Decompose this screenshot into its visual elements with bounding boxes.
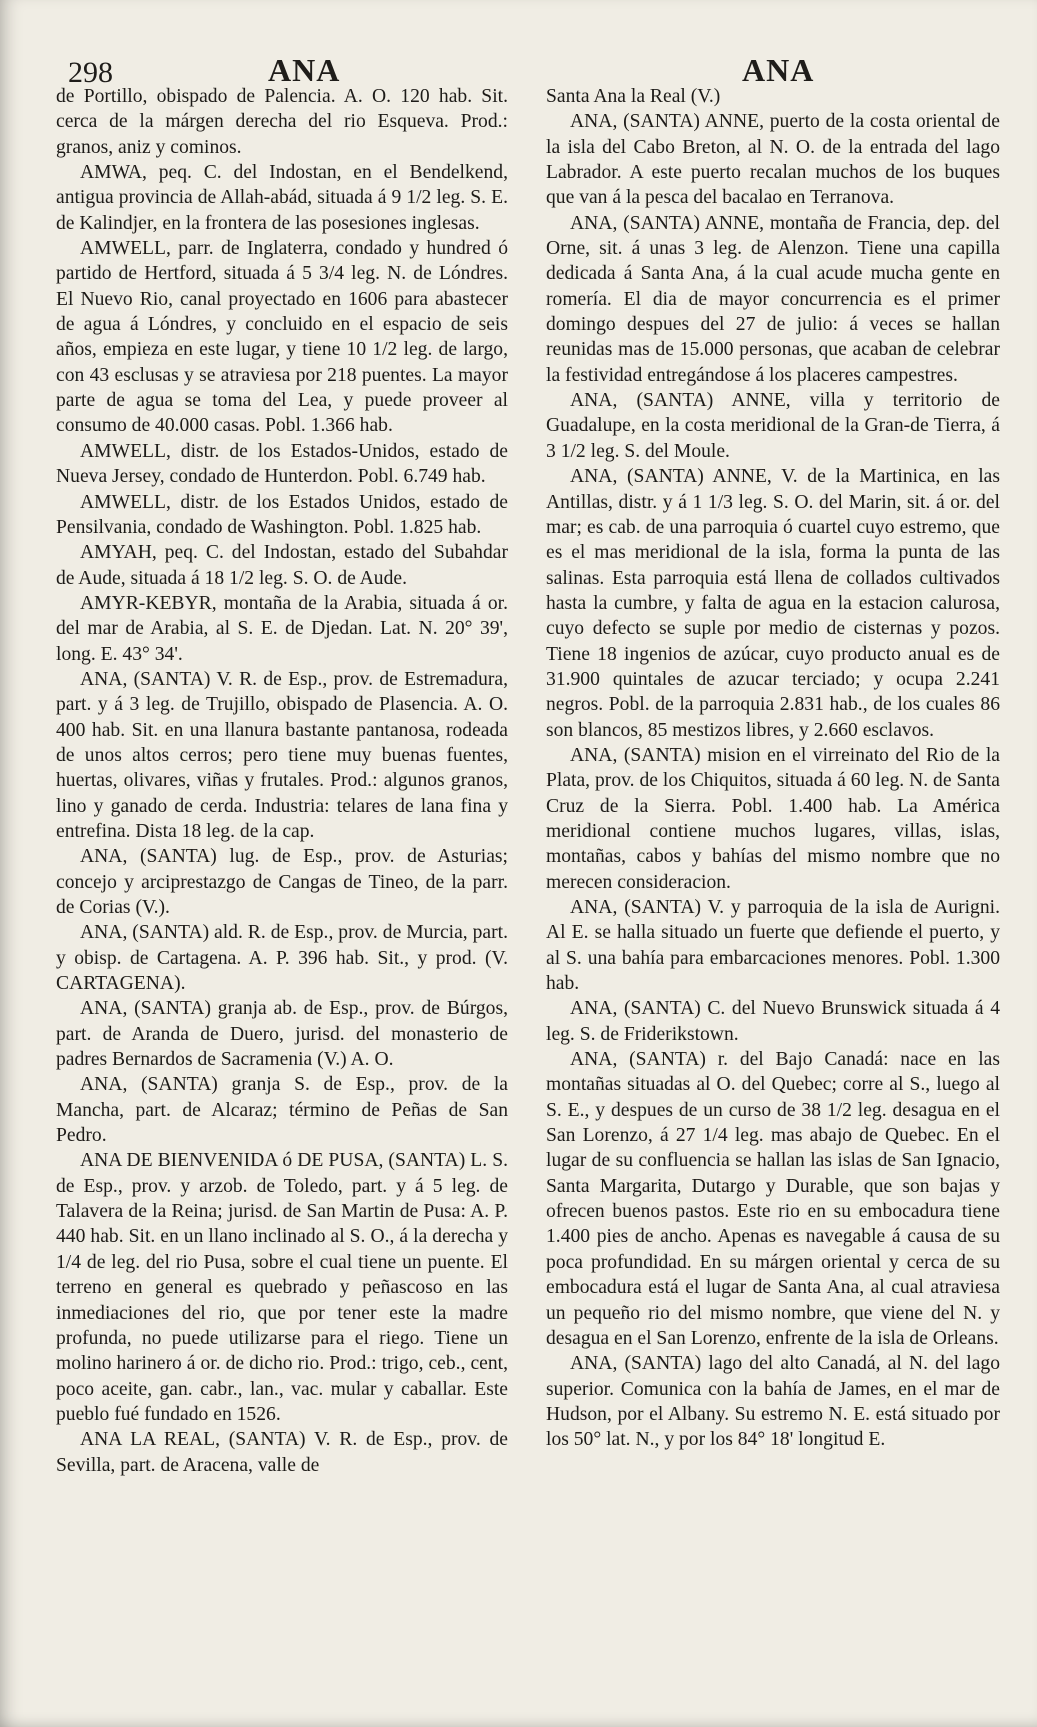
- left-column: [56, 84, 508, 1478]
- entry: ANA, (SANTA) ald. R. de Esp., prov. de Murcia, part. y obisp. de Cartagena. A. P. 396 hab. Sit., y prod. (V. CARTAGENA).: [56, 922, 508, 995]
- entry: ANA, (SANTA) lago del alto Canadá, al N. del lago superior. Comunica con la bahía de James, en el mar de Hudson, por el Albany. Su estremo N. E. está situado por los 50° lat. N., y por los 84° 18' longitud E.: [546, 1353, 1000, 1451]
- entry: ANA, (SANTA) r. del Bajo Canadá: nace en las montañas situadas al O. del Quebec; corre al S., luego al S. E., y despues de un curso de 38 1/2 leg. desagua en el San Lorenzo, á 27 1/4 leg. mas abajo de Quebec. En el lugar de su confluencia se hallan las islas de San Ignacio, Santa Margarita, Dutargo y Durable, que son bajas y ofrecen buenos pastos. Este rio en su embocadura tiene 1.400 pies de ancho. Apenas es navegable á causa de su poca profundidad. En su márgen oriental y cerca de su embocadura está el lugar de Santa Ana, al cual atraviesa un pequeño rio del mismo nombre, que viene del N. y desagua en el San Lorenzo, enfrente de la isla de Orleans.: [546, 1049, 1000, 1349]
- running-head-left: ANA: [268, 52, 341, 88]
- entry: AMWA, peq. C. del Indostan, en el Bendelkend, antigua provincia de Allah-abád, situada á 9 1/2 leg. S. E. de Kalindjer, en la frontera de las posesiones inglesas.: [56, 162, 508, 234]
- entry: ANA, (SANTA) mision en el virreinato del Rio de la Plata, prov. de los Chiquitos, situada á 60 leg. N. de Santa Cruz de la Sierra. Pobl. 1.400 hab. La América meridional contiene muchos lugares, villas, islas, montañas, cabos y bahías del mismo nombre que no merecen consideracion.: [546, 744, 1000, 893]
- entry: AMWELL, parr. de Inglaterra, condado y hundred ó partido de Hertford, situada á 5 3/4 leg. N. de Lóndres. El Nuevo Rio, canal proyectado en 1606 para abastecer de agua á Lóndres, y concluido en el espacio de seis años, empieza en este lugar, y tiene 10 1/2 leg. de largo, con 43 esclusas y se atraviesa por 218 puentes. La mayor parte de agua se toma del Lea, y puede proveer al consumo de 40.000 casas. Pobl. 1.366 hab.: [56, 238, 508, 437]
- entry: AMWELL, distr. de los Estados Unidos, estado de Pensilvania, condado de Washington. Pobl. 1.825 hab.: [56, 491, 508, 538]
- entry: AMWELL, distr. de los Estados-Unidos, estado de Nueva Jersey, condado de Hunterdon. Pobl. 6.749 hab.: [56, 440, 508, 488]
- entry: ANA, (SANTA) V. R. de Esp., prov. de Estremadura, part. y á 3 leg. de Trujillo, obispado de Plasencia. A. O. 400 hab. Sit. en una llanura bastante pantanosa, rodeada de unos altos cerros; pero tiene muy buenas fuentes, huertas, olivares, viñas y frutales. Prod.: algunos granos, lino y ganado de cerda. Industria: telares de lana fina y entrefina. Dista 18 leg. de la cap.: [56, 668, 508, 842]
- entry: ANA LA REAL, (SANTA) V. R. de Esp., prov. de Sevilla, part. de Aracena, valle de: [56, 1429, 508, 1476]
- right-column: [546, 84, 1000, 1453]
- entry: ANA, (SANTA) lug. de Esp., prov. de Asturias; concejo y arciprestazgo de Cangas de Tineo, de la parr. de Corias (V.).: [56, 846, 508, 918]
- entry: AMYR-KEBYR, montaña de la Arabia, situada á or. del mar de Arabia, al S. E. de Djedan. Lat. N. 20° 39', long. E. 43° 34'.: [56, 592, 508, 665]
- entry: de Portillo, obispado de Palencia. A. O. 120 hab. Sit. cerca de la márgen derecha del rio Esqueva. Prod.: granos, aniz y cominos.: [56, 86, 508, 158]
- entry: Santa Ana la Real (V.): [546, 86, 721, 107]
- entry: ANA, (SANTA) granja ab. de Esp., prov. de Búrgos, part. de Aranda de Duero, jurisd. del monasterio de padres Bernardos de Sacramenia (V.) A. O.: [56, 998, 508, 1071]
- running-head-right: ANA: [742, 52, 815, 88]
- entry: ANA, (SANTA) ANNE, puerto de la costa oriental de la isla del Cabo Breton, al N. O. de la entrada del lago Labrador. A este puerto recalan muchos de los buques que van á la pesca del bacalao en Terranova.: [546, 111, 1000, 209]
- entry: ANA, (SANTA) C. del Nuevo Brunswick situada á 4 leg. S. de Friderikstown.: [546, 998, 1000, 1045]
- page-number: 298: [68, 56, 113, 89]
- entry: AMYAH, peq. C. del Indostan, estado del Subahdar de Aude, situada á 18 1/2 leg. S. O. de Aude.: [56, 542, 508, 589]
- entry: ANA, (SANTA) ANNE, villa y territorio de Guadalupe, en la costa meridional de la Gran-de Tierra, á 3 1/2 leg. S. del Moule.: [546, 390, 1000, 462]
- entry: ANA, (SANTA) granja S. de Esp., prov. de la Mancha, part. de Alcaraz; término de Peñas de San Pedro.: [56, 1074, 508, 1147]
- entry: ANA, (SANTA) ANNE, V. de la Martinica, en las Antillas, distr. y á 1 1/3 leg. S. O. del Marin, sit. á or. del mar; es cab. de una parroquia ó cuartel cuyo estremo, que es el mas meridional de la isla, forma la punta de las salinas. Esta parroquia está llena de collados cultivados hasta la cumbre, y falta de agua en la estacion calurosa, cuyo defecto se suple por medio de cisternas y pozos. Tiene 18 ingenios de azúcar, cuyo producto anual es de 31.900 quintales de azucar terciado; y ocupa 2.241 negros. Pobl. de la parroquia 2.831 hab., de los cuales 86 son blancos, 85 mestizos libres, y 2.660 esclavos.: [546, 466, 1000, 741]
- entry: ANA DE BIENVENIDA ó DE PUSA, (SANTA) L. S. de Esp., prov. y arzob. de Toledo, part. y á 5 leg. de Talavera de la Reina; jurisd. de San Martin de Pusa: A. P. 440 hab. Sit. en un llano inclinado al S. O., á la derecha y 1/4 de leg. del rio Pusa, sobre el cual tiene un puente. El terreno en general es quebrado y peñascoso en las inmediaciones del rio, que por tener este la madre profunda, no puede utilizarse para el riego. Tiene un molino harinero á or. de dicho rio. Prod.: trigo, ceb., cent, poco aceite, gan. cabr., lan., vac. mular y caballar. Este pueblo fué fundado en 1526.: [56, 1150, 508, 1425]
- entry: ANA, (SANTA) ANNE, montaña de Francia, dep. del Orne, sit. á unas 3 leg. de Alenzon. Tiene una capilla dedicada á Santa Ana, á la cual acude mucha gente en romería. El dia de mayor concurrencia es el primer domingo despues del 27 de julio: á veces se hallan reunidas mas de 15.000 personas, que acaban de celebrar la festividad entregándose á los placeres campestres.: [546, 212, 1000, 386]
- entry: ANA, (SANTA) V. y parroquia de la isla de Aurigni. Al E. se halla situado un fuerte que defiende el puerto, y al S. una bahía para embarcaciones menores. Pobl. 1.300 hab.: [546, 897, 1000, 995]
